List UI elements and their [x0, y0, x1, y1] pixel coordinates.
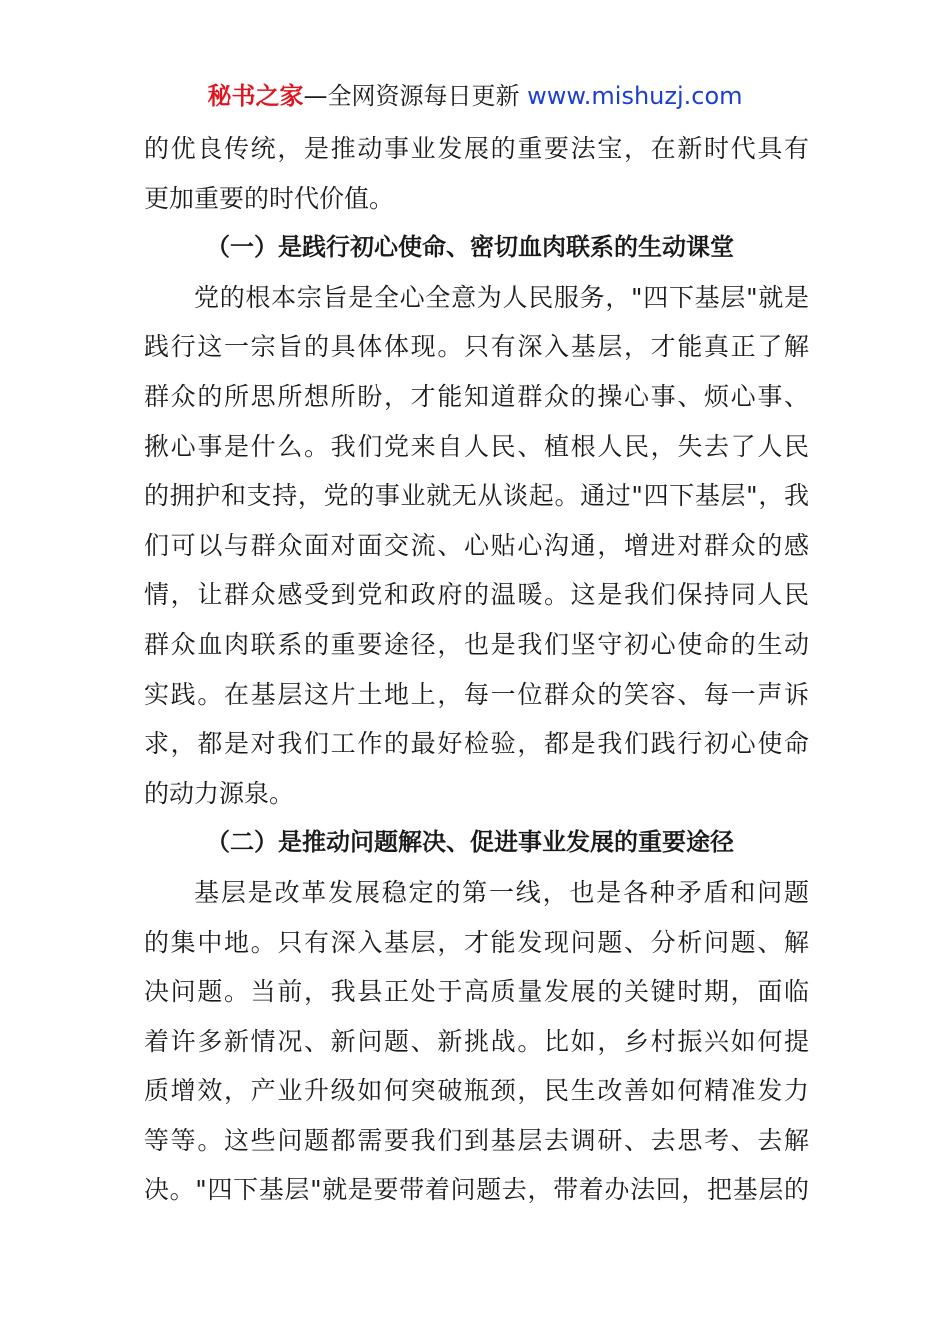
- text-line: 党的根本宗旨是全心全意为人民服务，"四下基层"就是: [194, 282, 809, 312]
- text-line: 着许多新情况、新问题、新挑战。比如，乡村振兴如何提: [144, 1026, 809, 1056]
- text-line: 实践。在基层这片土地上，每一位群众的笑容、每一声诉: [144, 679, 809, 709]
- site-header: [0, 80, 950, 112]
- text-line: 更加重要的时代价值。: [144, 183, 395, 213]
- text-line: 的动力源泉。: [144, 778, 295, 808]
- text-line: 等等。这些问题都需要我们到基层去调研、去思考、去解: [144, 1125, 809, 1155]
- text-line: 群众血肉联系的重要途径，也是我们坚守初心使命的生动: [144, 629, 809, 659]
- document-body: [144, 124, 809, 1215]
- text-line: 们可以与群众面对面交流、心贴心沟通，增进对群众的感: [144, 530, 809, 560]
- text-line: 决。"四下基层"就是要带着问题去，带着办法回，把基层的: [144, 1175, 809, 1205]
- site-url-link[interactable]: www.mishuzj.com: [527, 82, 743, 110]
- text-line: 群众的所思所想所盼，才能知道群众的操心事、烦心事、: [144, 381, 809, 411]
- text-line: 的拥护和支持，党的事业就无从谈起。通过"四下基层"，我: [144, 481, 809, 511]
- text-line: 情，让群众感受到党和政府的温暖。这是我们保持同人民: [144, 580, 809, 610]
- header-slogan: —全网资源每日更新: [303, 82, 528, 110]
- text-line: 揪心事是什么。我们党来自人民、植根人民，失去了人民: [144, 431, 809, 461]
- section-heading: （二）是推动问题解决、促进事业发展的重要途径: [206, 828, 734, 857]
- text-line: 质增效，产业升级如何突破瓶颈，民生改善如何精准发力: [144, 1076, 809, 1106]
- text-line: 求，都是对我们工作的最好检验，都是我们践行初心使命: [144, 729, 809, 759]
- text-line: 基层是改革发展稳定的第一线，也是各种矛盾和问题: [194, 877, 809, 907]
- text-line: 决问题。当前，我县正处于高质量发展的关键时期，面临: [144, 977, 809, 1007]
- brand-name: 秘书之家: [207, 82, 304, 110]
- text-line: 践行这一宗旨的具体体现。只有深入基层，才能真正了解: [144, 332, 809, 362]
- section-heading: （一）是践行初心使命、密切血肉联系的生动课堂: [206, 233, 734, 262]
- text-line: 的集中地。只有深入基层，才能发现问题、分析问题、解: [144, 927, 809, 957]
- text-line: 的优良传统，是推动事业发展的重要法宝，在新时代具有: [144, 134, 809, 163]
